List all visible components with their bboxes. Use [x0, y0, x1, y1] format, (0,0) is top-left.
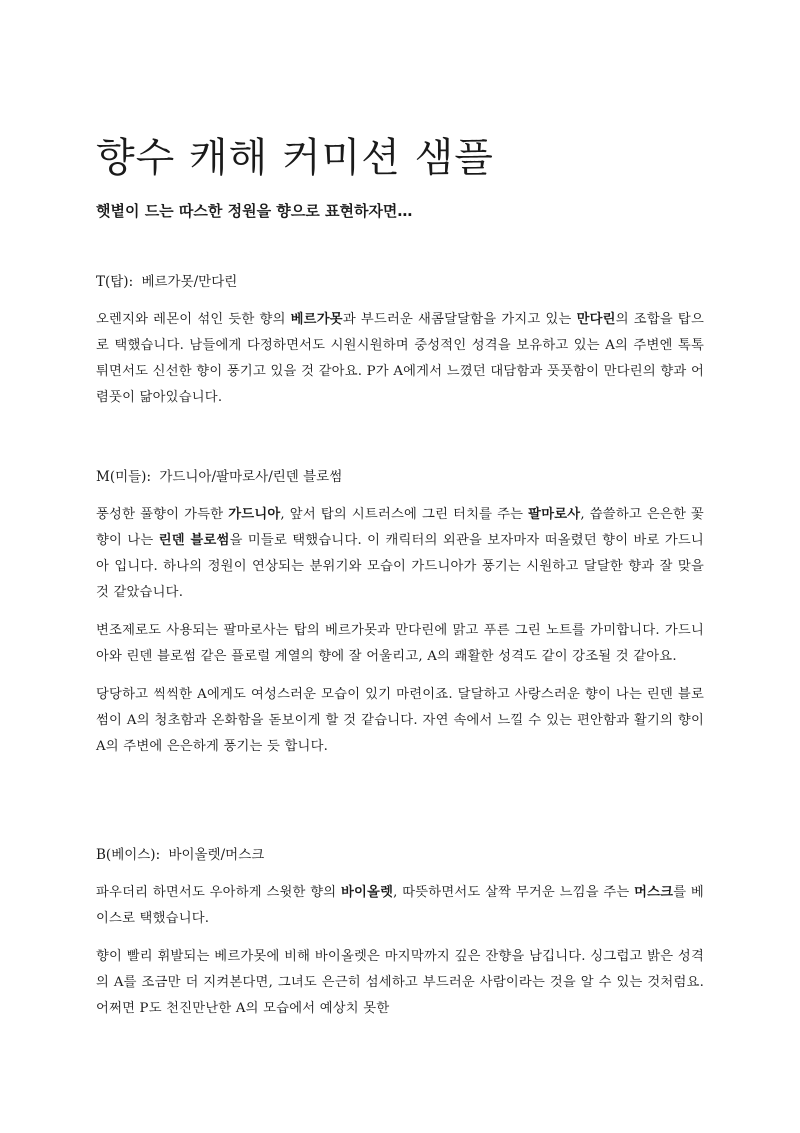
- base-note-section: [96, 845, 704, 1034]
- page-subtitle: 햇볕이 드는 따스한 정원을 향으로 표현하자면…: [96, 202, 413, 220]
- top-note-section: [96, 272, 704, 423]
- base-note-heading: B(베이스): 바이올렛/머스크: [96, 847, 265, 863]
- top-note-paragraph: 오렌지와 레몬이 섞인 듯한 향의 베르가못과 부드러운 새콤달달함을 가지고 있는 만다린의 조합을 탑으로 택했습니다. 남들에게 다정하면서도 시원시원하며 중성적인 성격을 보유하고 있는 A의 주변엔 톡톡 튀면서도 신선한 향이 풍기고 있을 것 같아요. P가 A에게서 느꼈던 대담함과 풋풋함이 만다린의 향과 어렴풋이 닮아있습니다.: [96, 312, 705, 405]
- highlight-musk: 머스크: [634, 885, 674, 900]
- page-title: 향수 캐해 커미션 샘플: [96, 135, 494, 181]
- highlight-bergamot: 베르가못: [290, 312, 343, 327]
- highlight-gardenia: 가드니아: [228, 507, 281, 522]
- highlight-violet: 바이올렛: [340, 885, 394, 900]
- middle-note-paragraph-1: 풍성한 풀향이 가득한 가드니아, 앞서 탑의 시트러스에 그린 터치를 주는 팔마로사, 씁쓸하고 은은한 꽃향이 나는 린덴 블로썸을 미들로 택했습니다. 이 캐릭터의 외관을 보자마자 떠올렸던 향이 바로 가드니아 입니다. 하나의 정원이 연상되는 분위기와 모습이 가드니아가 풍기는 시원하고 달달한 향과 잘 맞을 것 같았습니다.: [96, 507, 704, 600]
- highlight-linden-blossom: 린덴 블로썸: [158, 533, 230, 548]
- highlight-palmarosa: 팔마로사: [528, 507, 581, 522]
- top-note-label: T(탑): [96, 274, 129, 290]
- middle-note-paragraph-3: 당당하고 씩씩한 A에게도 여성스러운 모습이 있기 마련이죠. 달달하고 사랑스러운 향이 나는 린덴 블로썸이 A의 청초함과 온화함을 돋보이게 할 것 같습니다. 자연 속에서 느낄 수 있는 편안함과 활기의 향이 A의 주변에 은은하게 풍기는 듯 합니다.: [96, 687, 704, 754]
- middle-note-label: M(미들): [96, 469, 147, 485]
- top-note-list: 베르가못/만다린: [141, 274, 238, 290]
- base-note-paragraph-1: 파우더리 하면서도 우아하게 스윗한 향의 바이올렛, 따뜻하면서도 살짝 무거운 느낌을 주는 머스크를 베이스로 택했습니다.: [96, 885, 704, 926]
- base-note-list: 바이올렛/머스크: [168, 847, 265, 863]
- middle-note-section: [96, 467, 704, 772]
- top-note-heading: T(탑): 베르가못/만다린: [96, 274, 238, 290]
- middle-note-paragraph-2: 변조제로도 사용되는 팔마로사는 탑의 베르가못과 만다린에 맑고 푸른 그린 노트를 가미합니다. 가드니아와 린덴 블로썸 같은 플로럴 계열의 향에 잘 어울리고, A의 쾌활한 성격도 같이 강조될 것 같아요.: [96, 623, 704, 664]
- middle-note-heading: M(미들): 가드니아/팔마로사/린덴 블로썸: [96, 469, 343, 485]
- middle-note-list: 가드니아/팔마로사/린덴 블로썸: [159, 469, 343, 485]
- highlight-mandarin: 만다린: [576, 312, 616, 327]
- base-note-label: B(베이스): [96, 847, 156, 863]
- base-note-paragraph-2: 향이 빨리 휘발되는 베르가못에 비해 바이올렛은 마지막까지 깊은 잔향을 남깁니다. 싱그럽고 밝은 성격의 A를 조금만 더 지켜본다면, 그녀도 은근히 섬세하고 부드러운 사람이라는 것을 알 수 있는 것처럼요. 어쩌면 P도 천진만난한 A의 모습에서 예상치 못한: [96, 949, 704, 1016]
